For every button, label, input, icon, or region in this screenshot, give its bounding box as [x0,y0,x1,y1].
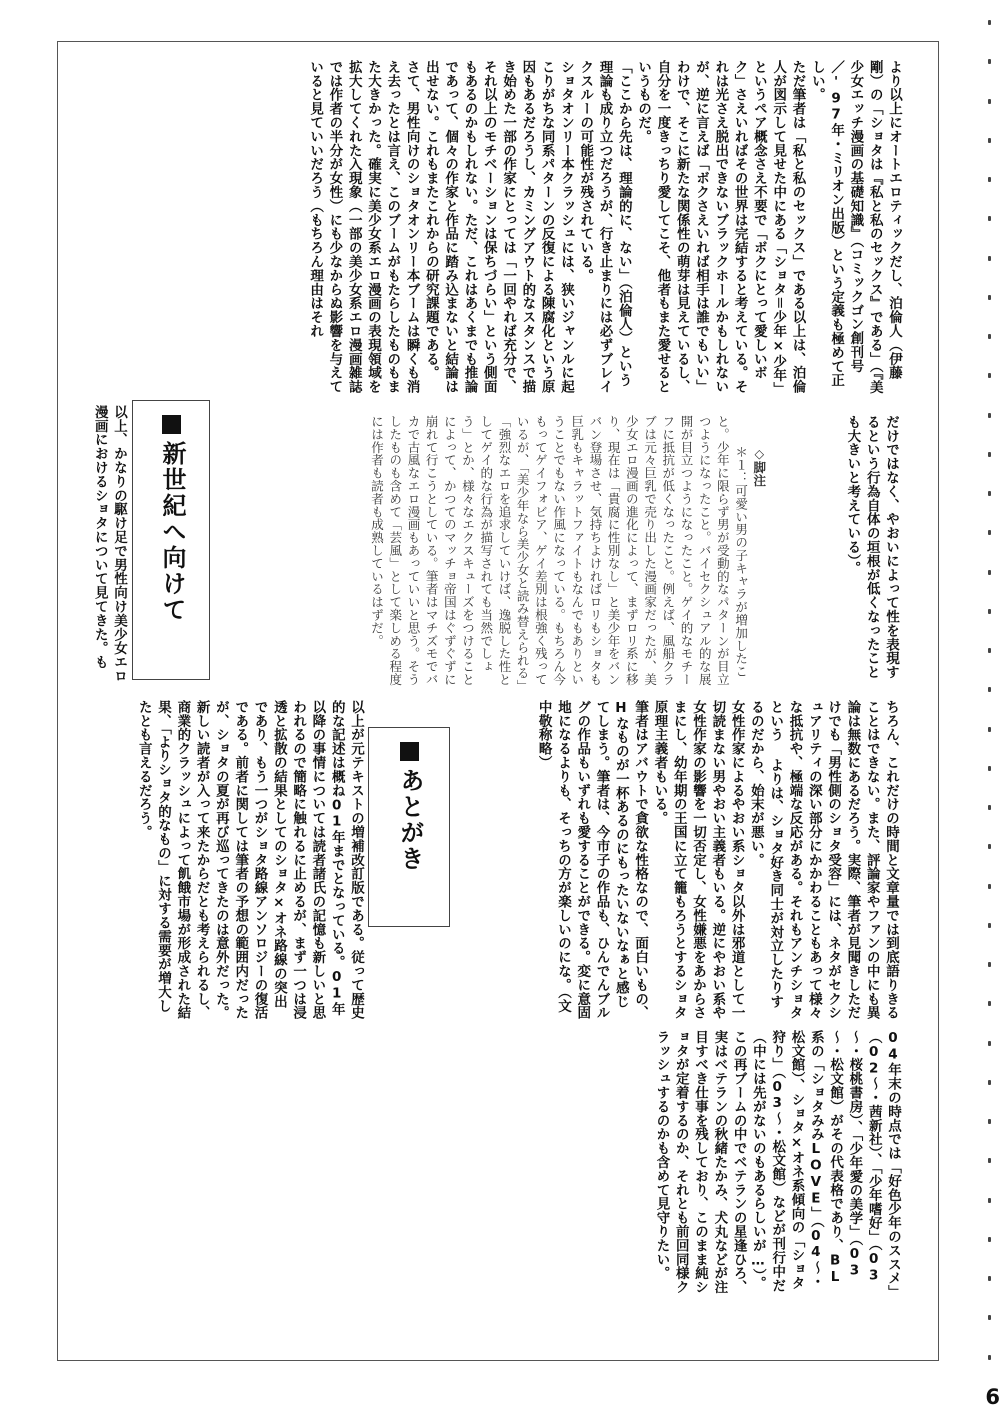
footnotes [228,415,786,690]
edge-dot-marks [982,20,996,1360]
shinseiki-title: 新世紀へ向けて [158,441,186,623]
footnotes-heading: ◇脚注 [751,445,767,488]
upper-continuation-text: だけではなく、やおいによって性を表現するという行為自体の垣根が低くなったことも大きいと考えている）。 [844,415,899,680]
footnotes-body: ＊１：可愛い男の子キャラが増加したこと。少年に限らず男が受動的なパターンが目立つようになったこと。バイセクシュアル的な展開が目立つようになったこと。ゲイ的なモチーフに抵抗が低くなったこと。例えば、風船クラブは元々巨乳で売り出した漫画家だったが、美少女エロ漫画の進化によって、まずロリ系に移り、現在は「貴腐に性別なし」と美少年をバンバン登場させ、気持ちよければロリもショタも巨乳もキャラットファイトもなんでもありということでもない作風になっている。もちろん今もってゲイフォビア、ゲイ差別は根強く残っているが、「美少年なら美少女と読み替えられる」「強烈なエロを追求していけば、逸脱した性としてゲイ的な行為が描写されても当然でしょう」とか、様々なエクスキューズをつけることによって、かつてのマッチョ帝国はぐずぐずに崩れて行こうとしている。筆者はマチズモでバカで古風なエロ漫画もあっていいと思う。そうしたものも含めて「芸風」として楽しめる程度には作者も読者も成熟しているはずだ。 [369,415,749,687]
section-heading-atogaki [368,727,450,927]
lower-right-text: ちろん、これだけの時間と文章量では到底語りきることはできない。また、評論家やファンの中にも異論は無数にあるだろう。実際、筆者が見聞きしただけでも「男性側のショタ受容」には、ネタがセクシュアリティの深い部分にかかわることもあって様々な抵抗や、極端な反応がある。それもアンチショタという よりは、ショタ好き同士が対立したりするのだから、始末が悪い。 女性作家によるやおい系ショタ以外は邪道として一切読まない男やおい主義者もいる。逆にやおい系や女性作家の影響を一切否定し、女性嫌悪をあからさまにし、幼年期の王国に立て籠もろうとするショタ原理主義者もいる。 筆者はアバウトで貪欲な性格なので、面白いもの、Hなものが一杯あるのにもったいないなぁと感じてしまう。筆者は、今市子の作品も、ひんでんブルグの作品もいずれも愛することができる。変に意固地になるよりも、そっちの方が楽しいのにな。（文中敬称略） [535,700,899,1020]
section-heading-shinseiki [132,400,210,680]
shinseiki-body: 以上、かなりの駆け足で男性向け美少女エロ漫画におけるショタについて見てきた。も [91,405,127,683]
heading-square-icon [400,742,419,761]
bottom-right-text: 04年末の時点では「好色少年のススメ」（02～・茜新社）、「少年嗜好」（03～・桜桃書房）、「少年愛の美学」（03～・松文館）がその代表格であり、BL系の「ショタみみLOVE」（04～・松文館）、ショタ×オネ系傾向の「ショタ狩り」（03～・松文館）などが刊行中だ（中には先がないのもあるらしいが…）。 この再ブームの中でベテランの星逢ひろ、実はベテランの秋緒たかみ、犬丸などが注目すべき仕事を残しており、このまま純ショタが定着するのか、それとも前回同様クラッシュするのかも含めて見守りたい。 [653,1030,901,1295]
atogaki-body: 以上が元テキストの増補改訂版である。従って歴史的な記述は概ね01年までとなっている。01年以降の事情については読者諸氏の記憶も新しいと思われるので簡略に触れるに止めるが、まず一つは浸透と拡散の結果としてのショタ×オネ路線の突出であり、もう一つがショタ路線アンソロジーの復活である。前者に関しては筆者の予想の範囲内だったが、ショタの夏が再び巡ってきたのは意外だった。新しい読者が入って来たからだとも考えられるし、商業的クラッシュによって飢餓市場が形成された結果、「よりショタ的なもの」に対する需要が増大したとも言えるだろう。 [135,700,364,1020]
upper-main-text: より以上にオートエロティックだし、泊倫人（伊藤剛）の「ショタは『私と私のセックス』である」（『美少女エッチ漫画の基礎知識』（コミックゴン創刊号／'97年・ミリオン出版）という定義も極めて正しい。 ただ筆者は「私と私のセックス」である以上は、泊倫人が図示して見せた中にある「ショタ＝少年×少年」というペア概念さえ不要で「ボクにとって愛しいボク」さえいればその世界は完結すると考えている。それは光さえ脱出できないブラックホールかもしれないが、逆に言えば「ボクさえいれば相手は誰でもいい」わけで、そこに新たな関係性の萌芽は見えているし、自分を一度きっちり愛してこそ、他者もまた愛せるというものだ。 「ここから先は、理論的に、ない」（泊倫人）という理論も成り立つだろうが、行き止まりには必ずブレイクスルーの可能性が残されている。 ショタオンリー本クラッシュには、狭いジャンルに起こりがちな同系パターンの反復による陳腐化という原因もあるだろうし、カミングアウト的なスタンスで描き始めた一部の作家にとっては「一回やれば充分で、それ以上のモチベーションは保ちづらい」という側面もあるのかもしれない。ただ、これはあくまでも推論であって、個々の作家と作品に踏み込まないと結論は出せない。これもまたこれからの研究課題である。 さて、男性向けのショタオンリー本ブームは瞬くも消え去ったとは言え、このブームがもたらしたものもまた大きかった。確実に美少女系エロ漫画の表現領域を拡大してくれた入現象（一部の美少女系エロ漫画雑誌では作者の半分が女性）にも少なからぬ影響を与えていると見ていいだろう（もちろん理由はそれ [307,60,902,394]
atogaki-title: あとがき [396,768,424,872]
page-number: 6 [985,1385,1000,1409]
heading-square-icon [162,415,181,434]
